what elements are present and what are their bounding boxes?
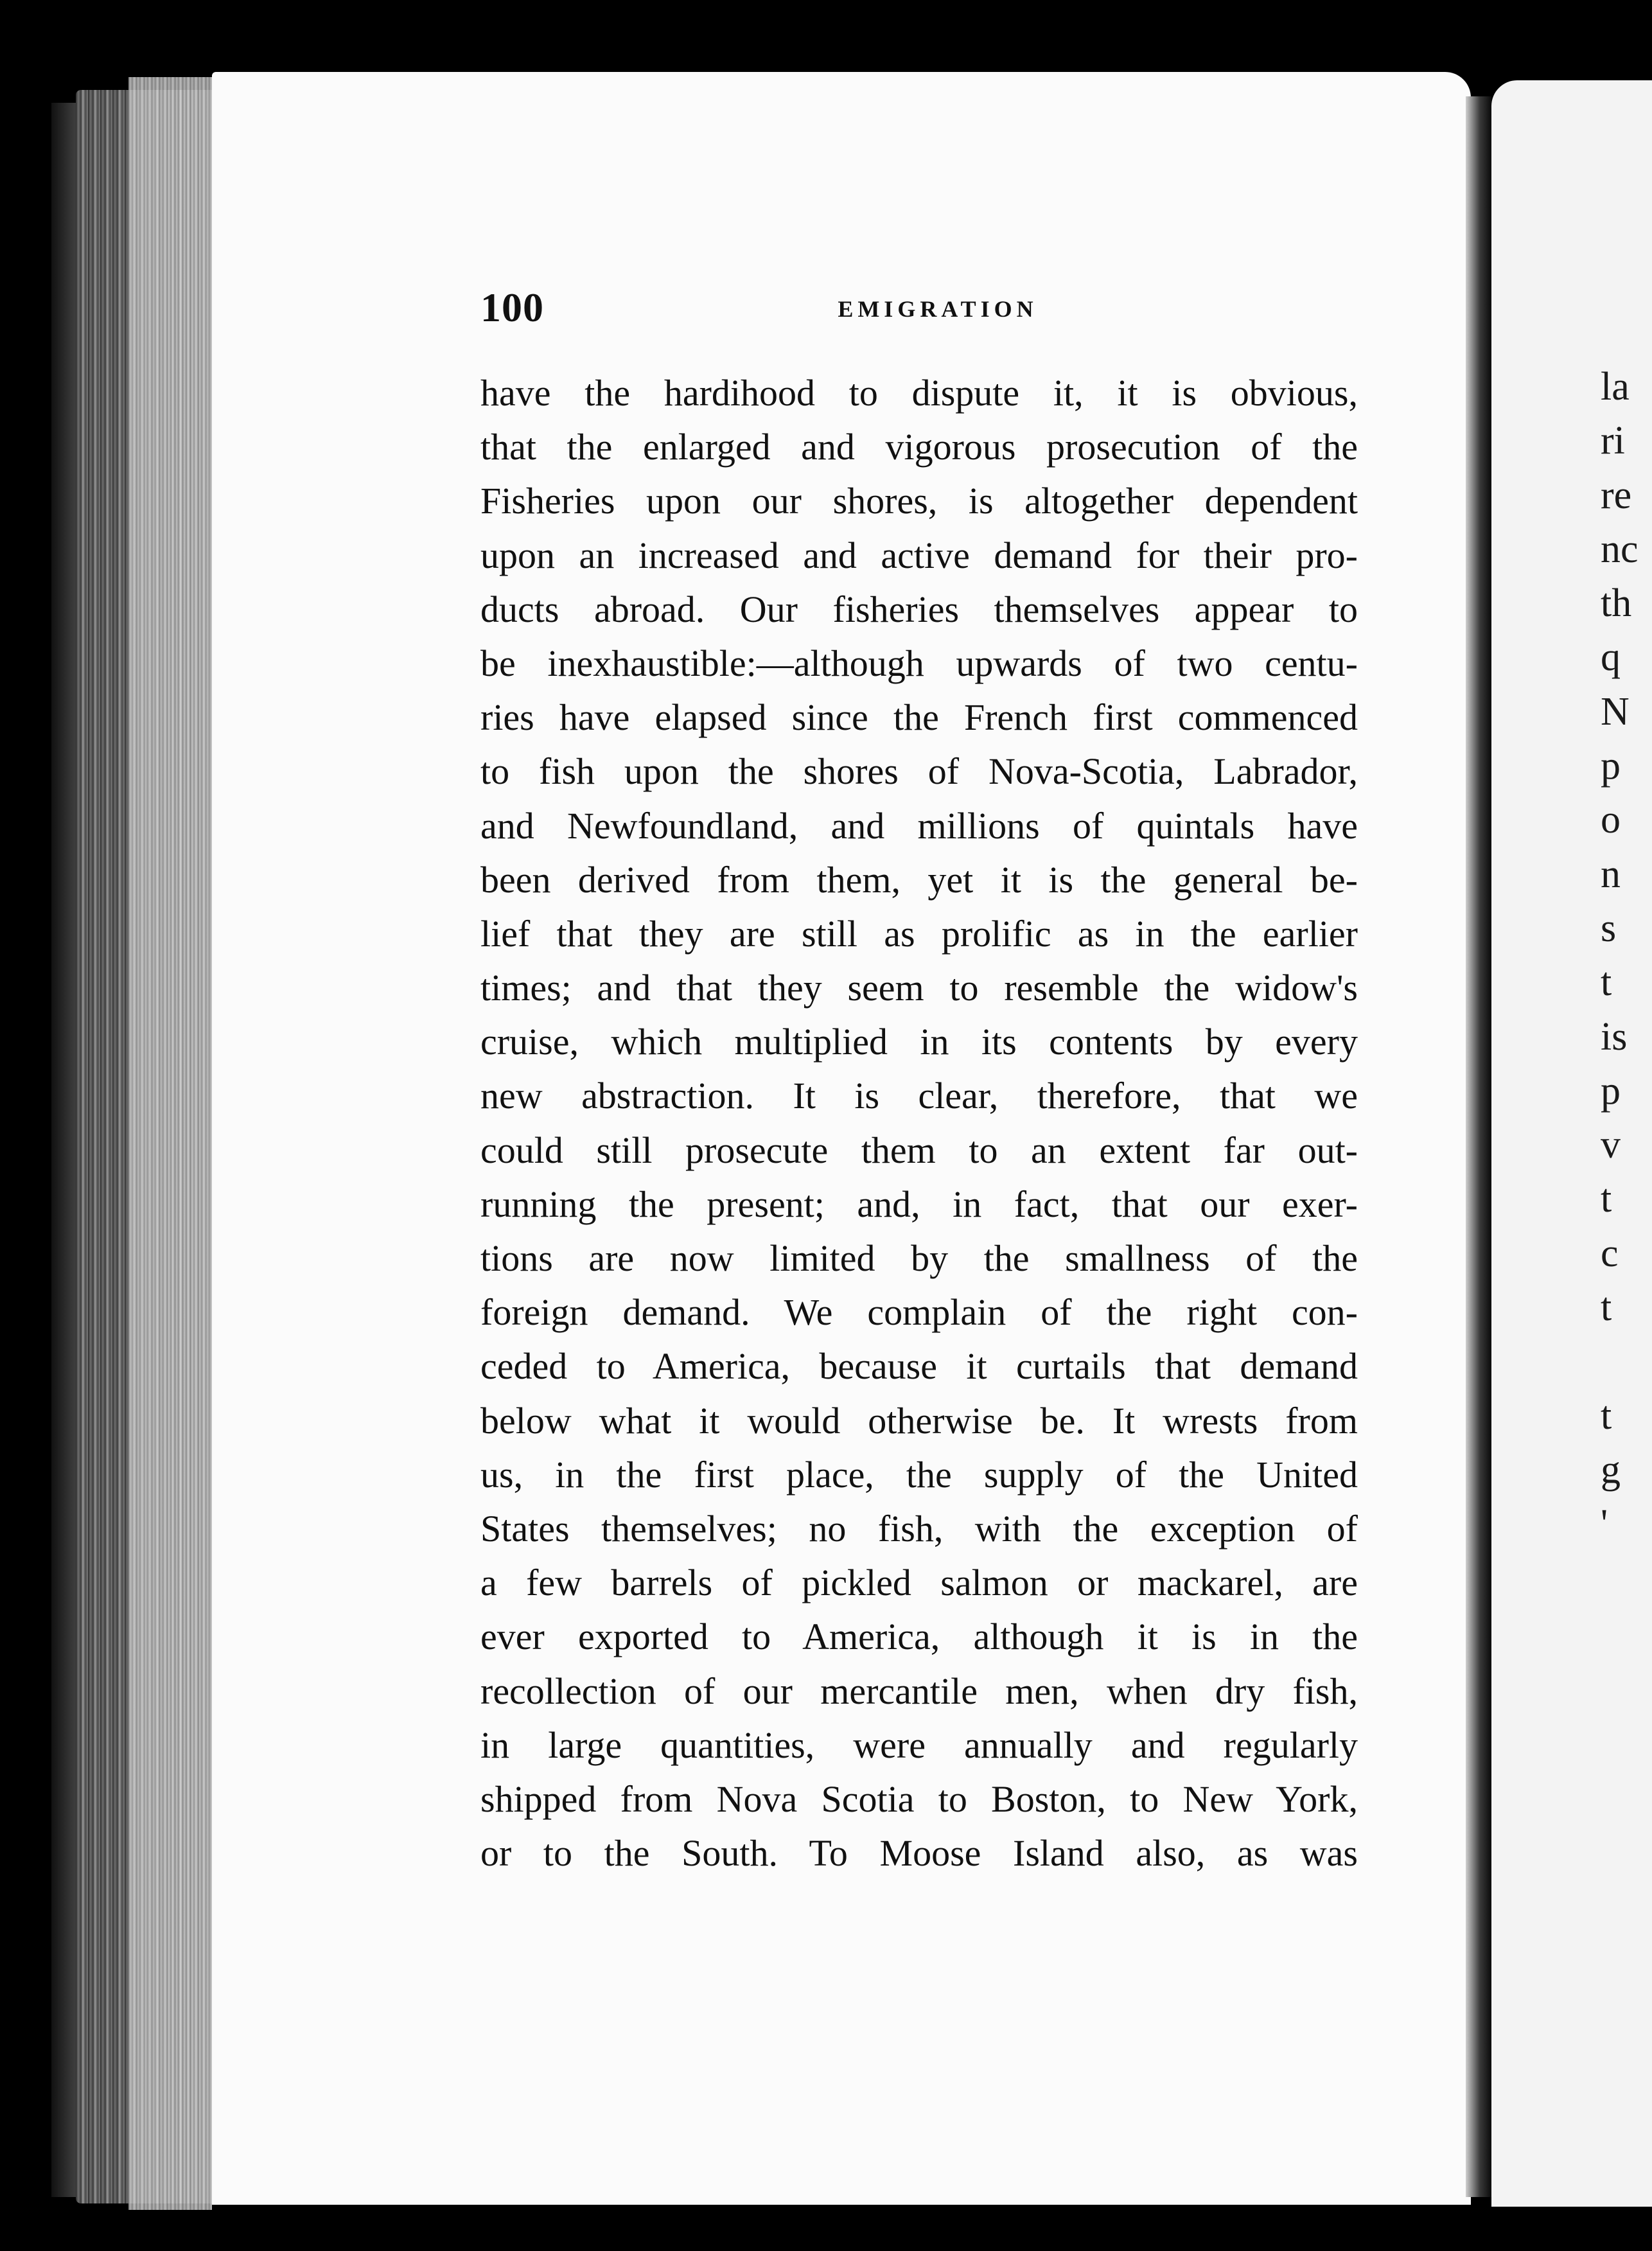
facing-page-fragment: la (1601, 365, 1630, 409)
text-line: ever exported to America, although it is in the (480, 1616, 1358, 1658)
text-line: have the hardihood to dispute it, it is obvious, (480, 372, 1358, 414)
facing-page-text-fragments (1601, 360, 1639, 1551)
text-line: cruise, which multiplied in its contents by every (480, 1021, 1358, 1063)
facing-page-fragment: c (1601, 1231, 1619, 1275)
text-line: foreign demand. We complain of the right con- (480, 1291, 1358, 1334)
text-line: or to the South. To Moose Island also, as was (480, 1832, 1358, 1875)
page-edges-highlight (128, 77, 212, 2210)
facing-page-fragment (1601, 1334, 1639, 1388)
facing-page-fragment: ri (1601, 419, 1625, 463)
facing-page-fragment: p (1601, 1068, 1621, 1113)
text-line: us, in the first place, the supply of the United (480, 1453, 1358, 1496)
text-line: a few barrels of pickled salmon or mackarel, are (480, 1562, 1358, 1604)
facing-page-fragment: th (1601, 581, 1632, 626)
text-line: ducts abroad. Our fisheries themselves appear to (480, 588, 1358, 630)
text-line: recollection of our mercantile men, when dry fish, (480, 1670, 1358, 1712)
text-line: upon an increased and active demand for their pro- (480, 534, 1358, 576)
text-line: running the present; and, in fact, that our exer- (480, 1183, 1358, 1225)
facing-page-fragment: re (1601, 473, 1632, 517)
facing-page-fragment: N (1601, 689, 1630, 734)
page-number: 100 (480, 285, 544, 330)
text-line: ceded to America, because it curtails that demand (480, 1345, 1358, 1388)
text-line: new abstraction. It is clear, therefore, that we (480, 1075, 1358, 1117)
facing-page-fragment: nc (1601, 527, 1639, 571)
text-line: be inexhaustible:—although upwards of two centu- (480, 642, 1358, 684)
body-text (480, 366, 1358, 1880)
page-header (480, 284, 1350, 335)
text-line: been derived from them, yet it is the general be- (480, 858, 1358, 901)
text-line: and Newfoundland, and millions of quintals have (480, 804, 1358, 847)
facing-page-fragment: s (1601, 906, 1617, 950)
text-line: below what it would otherwise be. It wrests from (480, 1399, 1358, 1442)
book-gutter (1466, 96, 1491, 2197)
text-line: could still prosecute them to an extent far out- (480, 1129, 1358, 1171)
facing-page-fragment: q (1601, 635, 1621, 680)
text-line: States themselves; no fish, with the exception of (480, 1507, 1358, 1549)
facing-page-fragment: g (1601, 1447, 1621, 1492)
text-line: shipped from Nova Scotia to Boston, to New York, (480, 1778, 1358, 1820)
text-line: tions are now limited by the smallness of the (480, 1237, 1358, 1279)
facing-page-fragment: t (1601, 960, 1612, 1005)
facing-page-fragment: v (1601, 1123, 1621, 1167)
facing-page-fragment: t (1601, 1393, 1612, 1438)
facing-page-fragment: p (1601, 744, 1621, 788)
running-head: EMIGRATION (838, 296, 1038, 322)
text-line: Fisheries upon our shores, is altogether dependent (480, 480, 1358, 522)
text-line: lief that they are still as prolific as in the earlier (480, 912, 1358, 955)
facing-page-fragment: ' (1601, 1502, 1608, 1546)
facing-page-fragment: t (1601, 1177, 1612, 1221)
text-line: times; and that they seem to resemble the widow's (480, 967, 1358, 1009)
text-line: to fish upon the shores of Nova-Scotia, Labrador, (480, 750, 1358, 793)
text-line: ries have elapsed since the French first commenced (480, 696, 1358, 739)
facing-page-fragment: is (1601, 1014, 1628, 1059)
text-line: that the enlarged and vigorous prosecution of the (480, 426, 1358, 468)
facing-page-fragment: o (1601, 798, 1621, 842)
text-line: in large quantities, were annually and regularly (480, 1724, 1358, 1766)
facing-page-fragment: t (1601, 1285, 1612, 1330)
facing-page-fragment: n (1601, 852, 1621, 896)
